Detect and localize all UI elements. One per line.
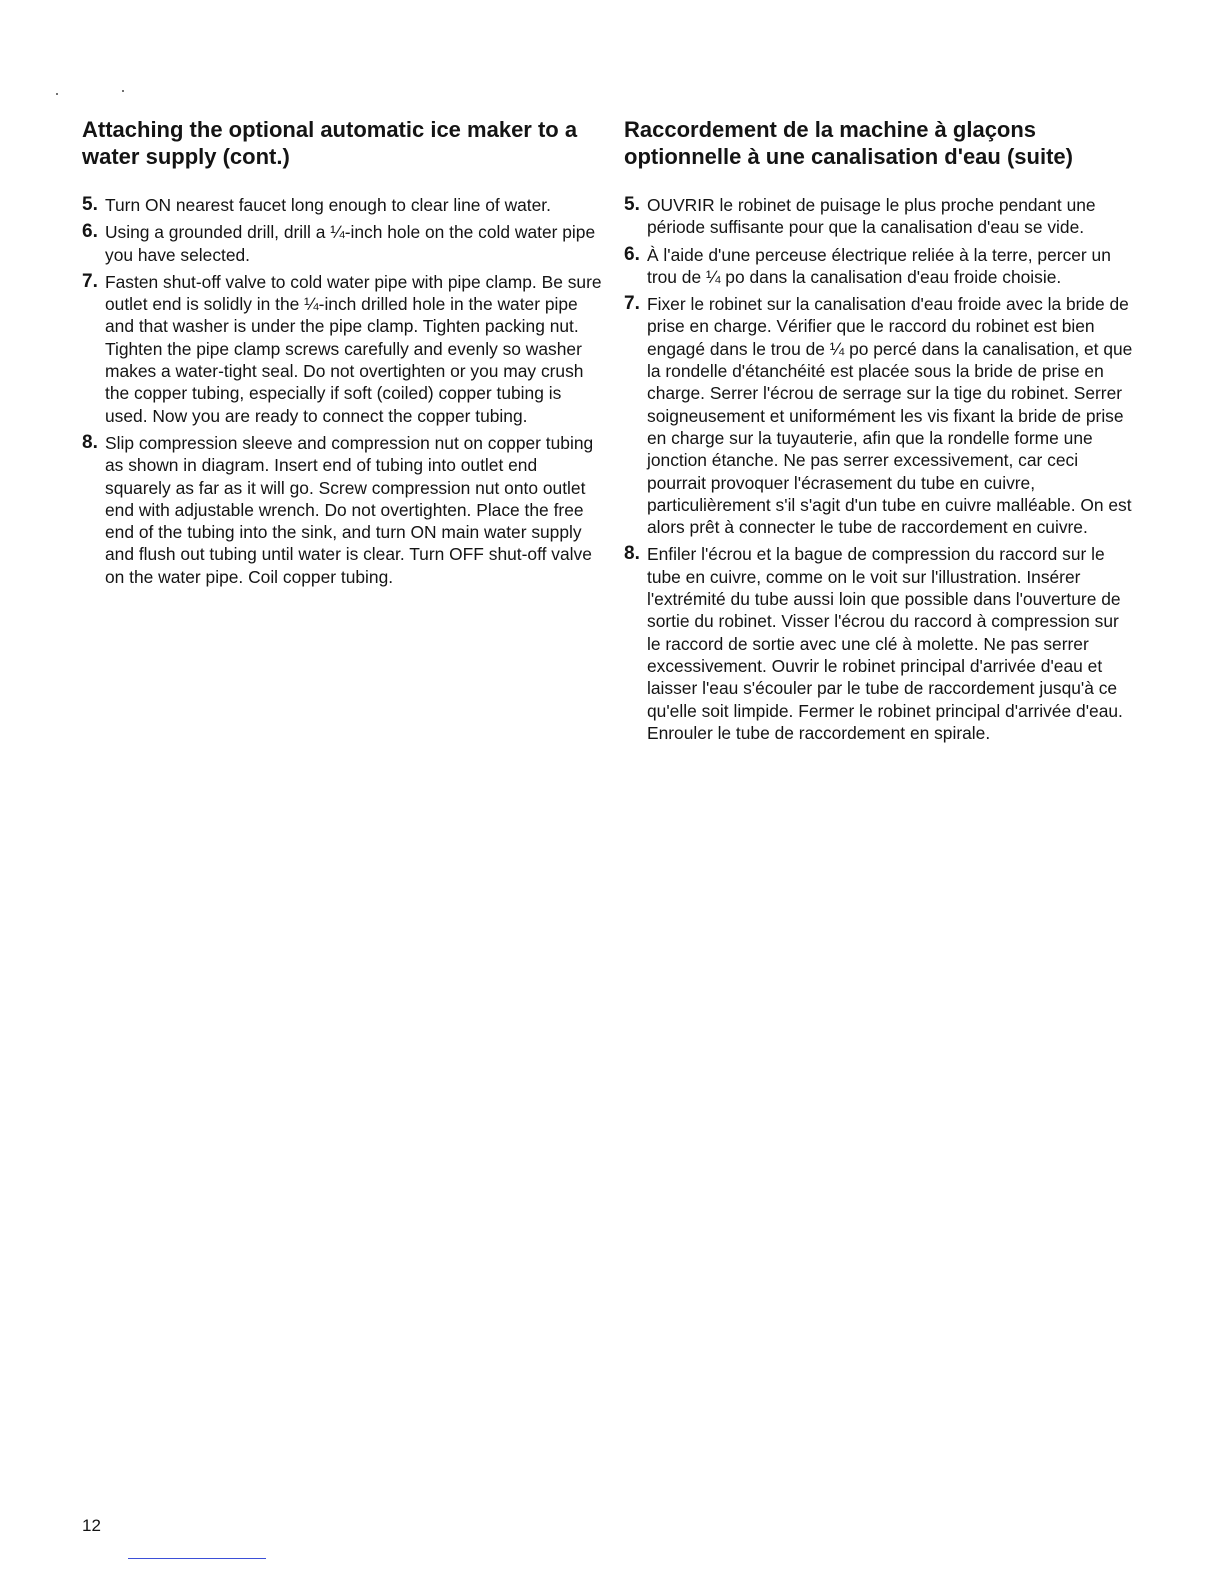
english-section: [82, 116, 602, 593]
step-number: 5.: [82, 194, 98, 215]
page-number: 12: [82, 1516, 101, 1535]
french-heading: Raccordement de la machine à glaçons optionnelle à une canalisation d'eau (suite): [624, 117, 1073, 169]
french-steps-list: [624, 194, 1136, 744]
step-text: À l'aide d'une perceuse électrique reliée à la terre, percer un trou de ¼ po dans la canalisation d'eau froide choisie.: [647, 244, 1111, 287]
step-text: OUVRIR le robinet de puisage le plus proche pendant une période suffisante pour que la canalisation d'eau se vide.: [647, 195, 1096, 238]
step-number: 6.: [624, 243, 640, 265]
english-steps-list: [82, 194, 602, 588]
french-section: [624, 116, 1136, 749]
step-text: Using a grounded drill, drill a ¼-inch hole on the cold water pipe you have selected.: [105, 222, 596, 265]
step-text: Fixer le robinet sur la canalisation d'eau froide avec la bride de prise en charge. Vérifier que le raccord du robinet est bien engagé dans le trou de ¼ po percé dans la canalisation, et que la rondelle d'étanchéité est placée sous la bride de prise en charge. Serrer l'écrou de serrage sur la tige du robinet. Serrer soigneusement et uniformément les vis fixant la bride de prise en charge sur la tuyauterie, afin que la rondelle forme une jonction étanche. Ne pas serrer excessivement, car ceci pourrait provoquer l'écrasement du tube en cuivre, particulièrement s'il s'agit d'un tube en cuivre malléable. On est alors prêt à connecter le tube de raccordement en cuivre.: [647, 294, 1133, 538]
step-number: 7.: [82, 270, 98, 292]
french-step-5: [624, 194, 1136, 239]
english-step-7: [82, 271, 602, 427]
english-step-5: [82, 194, 602, 216]
step-number: 6.: [82, 221, 98, 243]
english-step-6: [82, 221, 602, 266]
french-step-8: [624, 543, 1136, 744]
english-heading: Attaching the optional automatic ice maker to a water supply (cont.): [82, 117, 578, 169]
french-step-7: [624, 293, 1136, 538]
step-text: Enfiler l'écrou et la bague de compression du raccord sur le tube en cuivre, comme on le voit sur l'illustration. Insérer l'extrémité du tube aussi loin que possible dans l'ouverture de sortie du robinet. Visser l'écrou du raccord à compression sur le raccord de sortie avec une clé à molette. Ne pas serrer excessivement. Ouvrir le robinet principal d'arrivée d'eau et laisser l'eau s'écouler par le tube de raccordement jusqu'à ce qu'elle soit limpide. Fermer le robinet principal d'arrivée d'eau. Enrouler le tube de raccordement en spirale.: [647, 544, 1123, 743]
step-number: 5.: [624, 194, 640, 215]
scan-speck: [122, 90, 124, 92]
french-step-6: [624, 244, 1136, 289]
english-step-8: [82, 432, 602, 588]
footer-rule: [128, 1558, 266, 1559]
step-number: 8.: [624, 543, 640, 565]
step-text: Fasten shut-off valve to cold water pipe with pipe clamp. Be sure outlet end is solidly in the ¼-inch drilled hole in the water pipe and that washer is under the pipe clamp. Tighten packing nut. Tighten the pipe clamp screws carefully and evenly so washer makes a water-tight seal. Do not overtighten or you may crush the copper tubing, especially if soft (coiled) copper tubing is used. Now you are ready to connect the copper tubing.: [105, 271, 602, 426]
scan-speck: [56, 93, 58, 95]
step-text: Turn ON nearest faucet long enough to clear line of water.: [105, 195, 551, 215]
step-number: 7.: [624, 293, 640, 315]
step-number: 8.: [82, 431, 98, 453]
step-text: Slip compression sleeve and compression nut on copper tubing as shown in diagram. Insert end of tubing into outlet end squarely as far as it will go. Screw compression nut onto outlet end with adjustable wrench. Do not overtighten. Place the free end of the tubing into the sink, and turn ON main water supply and flush out tubing until water is clear. Turn OFF shut-off valve on the water pipe. Coil copper tubing.: [105, 432, 594, 587]
